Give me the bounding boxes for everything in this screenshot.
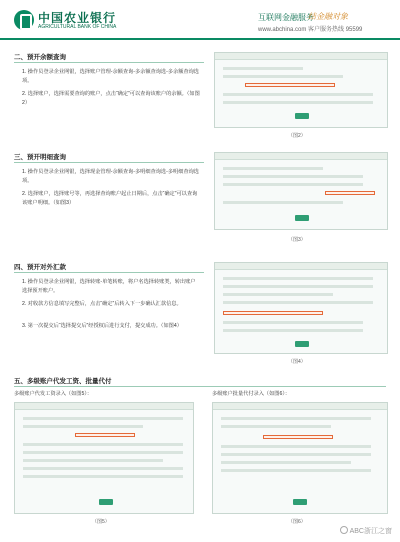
screenshot-row <box>223 67 303 70</box>
screenshot-toolbar <box>215 153 387 160</box>
figure-6-label: 多级账户批量代付录入（如图6）： <box>212 391 291 397</box>
page-header <box>0 0 400 44</box>
screenshot-highlight <box>75 433 135 437</box>
screenshot-row <box>23 443 183 446</box>
screenshot-row <box>221 469 371 472</box>
screenshot-row <box>223 301 373 304</box>
slogan: 结金融对象 <box>308 12 348 21</box>
section-paragraph: 2. 选择账户，选择需要查询的账户，点击“确定”可以查询该账户的余额。（如图2） <box>22 91 200 106</box>
screenshot-row <box>221 445 371 448</box>
screenshot-row <box>221 453 371 456</box>
screenshot-figure-5 <box>14 402 194 514</box>
screenshot-figure-3 <box>214 152 388 230</box>
screenshot-row <box>23 459 163 462</box>
screenshot-button <box>293 499 307 505</box>
screenshot-toolbar <box>15 403 193 410</box>
screenshot-figure-2 <box>214 52 388 128</box>
screenshot-row <box>223 285 373 288</box>
section-divider <box>14 62 204 63</box>
bank-name-en: AGRICULTURAL BANK OF CHINA <box>38 24 117 30</box>
screenshot-highlight <box>263 435 333 439</box>
screenshot-row <box>23 417 183 420</box>
screenshot-row <box>223 101 373 104</box>
wechat-icon <box>340 526 348 534</box>
screenshot-row <box>223 293 333 296</box>
section-paragraph: 3. 第一次提交后“选择提交后”经授权后进行支付，提交成功。（如图4） <box>22 323 182 329</box>
section-title: 四、预开对外汇款 <box>14 264 66 271</box>
screenshot-button <box>295 215 309 221</box>
section-title: 五、多级账户代发工资、批量代付 <box>14 378 112 385</box>
figure-caption: （图4） <box>288 359 306 365</box>
screenshot-figure-6 <box>212 402 388 514</box>
section-paragraph: 1. 操作员登录企业网银，选择账户管理-余额查询-多余额查询选-多余额查询选项。 <box>22 69 199 84</box>
figure-caption: （图3） <box>288 237 306 243</box>
section-divider <box>14 386 386 387</box>
service-title: 互联网金融服务 <box>258 13 314 22</box>
site-url: www.abchina.com 客户服务热线 95599 <box>258 27 363 33</box>
screenshot-row <box>223 201 343 204</box>
watermark-text: ABC浙江之窗 <box>349 528 392 535</box>
screenshot-row <box>23 451 183 454</box>
screenshot-row <box>223 75 343 78</box>
screenshot-toolbar <box>213 403 387 410</box>
section-divider <box>14 162 204 163</box>
screenshot-button <box>99 499 113 505</box>
screenshot-row <box>23 475 183 478</box>
screenshot-row <box>23 467 183 470</box>
screenshot-row <box>223 329 363 332</box>
section-paragraph: 1. 操作员登录企业网银，选择现金管理-余额查询-多明细查询选-多明细查询选项。 <box>22 169 199 184</box>
watermark <box>340 526 392 536</box>
header-divider <box>0 38 400 40</box>
screenshot-row <box>223 321 363 324</box>
figure-caption: （图5） <box>92 519 110 525</box>
bank-name-cn: 中国农业银行 <box>38 11 117 25</box>
screenshot-button <box>295 113 309 119</box>
screenshot-row <box>223 277 373 280</box>
screenshot-row <box>223 175 363 178</box>
figure-5-label: 多级账户代发工资录入（如图5）： <box>14 391 93 397</box>
screenshot-row <box>223 93 373 96</box>
section-divider <box>14 272 204 273</box>
section-paragraph: 2. 选择账户，选择账号等，再选择查询账户起止日期后，点击“确定”可以查询该账户明细。（如图3） <box>22 191 198 206</box>
screenshot-toolbar <box>215 263 387 270</box>
screenshot-row <box>23 425 143 428</box>
section-paragraph: 1. 操作员登录企业网银，选择转账-单笔转账，将户名选择转账类，转出账户选择预开账户。 <box>22 279 196 294</box>
screenshot-figure-4 <box>214 262 388 354</box>
screenshot-highlight <box>245 83 335 87</box>
screenshot-row <box>223 167 323 170</box>
screenshot-highlight <box>325 191 375 195</box>
section-title: 三、预开明细查询 <box>14 154 66 161</box>
figure-caption: （图2） <box>288 133 306 139</box>
screenshot-button <box>295 341 309 347</box>
screenshot-row <box>221 425 331 428</box>
abc-logo-icon <box>14 10 34 30</box>
screenshot-highlight <box>223 311 323 315</box>
figure-caption: （图6） <box>288 519 306 525</box>
screenshot-row <box>221 461 351 464</box>
section-title: 二、预开余额查询 <box>14 54 66 61</box>
screenshot-toolbar <box>215 53 387 60</box>
section-paragraph: 2. 对收款方信息填写完整后，点击“确定”后转入下一步确认汇款信息。 <box>22 301 182 307</box>
screenshot-row <box>223 183 363 186</box>
screenshot-row <box>221 417 371 420</box>
